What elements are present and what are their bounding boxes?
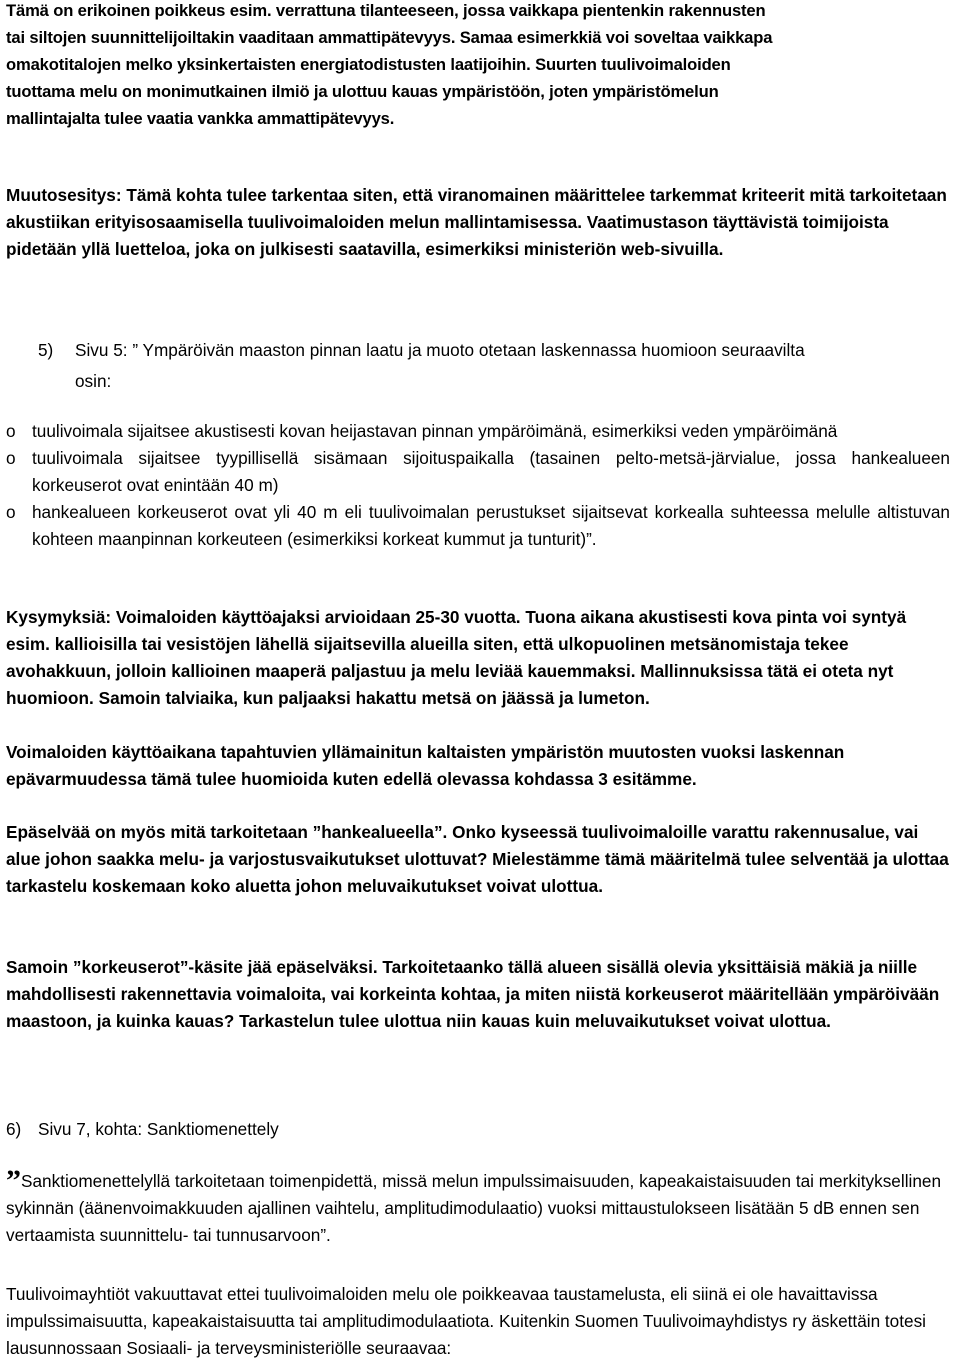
paragraph-wind-industry-claims: Tuulivoimayhtiöt vakuuttavat ettei tuulivoimaloiden melu ole poikkeavaa taustamelusta, eli siinä ei ole havaittavissa impulssimaisuutta, kapeakaistaisuutta tai amplitudimodulaatiota. Kuitenkin Suomen Tuulivoimayhdistys ry äskettäin totesi lausunnossaan Sosiaali- ja terveysministeriölle seuraavaa:	[6, 1284, 926, 1358]
section-number: 6)	[6, 1119, 22, 1139]
list-item	[6, 499, 950, 553]
paragraph-line: omakotitalojen melko yksinkertaisten energiatodistusten laatijoihin. Suurten tuulivoimaloiden	[6, 55, 731, 74]
paragraph-line: tai siltojen suunnittelijoiltakin vaaditaan ammattipätevyys. Samaa esimerkkiä voi soveltaa vaikkapa	[6, 28, 773, 47]
section-number: 5)	[38, 340, 54, 360]
paragraph-change-proposal: Muutosesitys: Tämä kohta tulee tarkentaa siten, että viranomainen määrittelee tarkemmat kriteerit mitä tarkoitetaan akustiikan erityisosaamisella tuulivoimaloiden melun mallintamisessa. Vaatimustason täyttävistä toimijoista pidetään yllä luetteloa, joka on julkisesti saatavilla, esimerkiksi ministeriön web-sivuilla.	[6, 185, 947, 259]
list-item-text: tuulivoimala sijaitsee tyypillisellä sisämaan sijoituspaikalla (tasainen pelto-metsä-järvialue, jossa hankealueen korkeuserot ovat enintään 40 m)	[32, 448, 950, 495]
paragraph-project-area: Epäselvää on myös mitä tarkoitetaan ”hankealueella”. Onko kyseessä tuulivoimaloille varattu rakennusalue, vai alue johon saakka melu- ja varjostusvaikutukset ulottuvat? Mielestämme tämä määritelmä tulee selventää ja ulottaa tarkastelu koskemaan koko aluetta johon meluvaikutukset voivat ulottua.	[6, 822, 949, 896]
bullet-marker: o	[6, 502, 16, 522]
paragraph-sanction-quote	[6, 1164, 954, 1249]
terrain-conditions-list	[6, 418, 950, 553]
list-item-text: hankealueen korkeuserot ovat yli 40 m eli tuulivoimalan perustukset sijaitsevat korkealla suhteessa melulle altistuvan kohteen maanpinnan korkeuteen (esimerkiksi korkeat kummut ja tunturit)”.	[32, 502, 950, 549]
bullet-marker: o	[6, 421, 16, 441]
paragraph-questions: Kysymyksiä: Voimaloiden käyttöajaksi arvioidaan 25-30 vuotta. Tuona aikana akustisesti kova pinta voi syntyä esim. kallioisilla tai vesistöjen lähellä sijaitsevilla alueilla siten, että ulkopuolinen metsänomistaja tekee avohakkuun, jolloin kallioinen maaperä paljastuu ja melu leviää kauemmaksi. Mallinnuksissa tätä ei oteta nyt huomioon. Samoin talviaika, kun paljaaksi hakattu metsä on jäässä ja lumeton.	[6, 607, 907, 708]
list-item	[6, 418, 950, 445]
section-title: Sivu 7, kohta: Sanktiomenettely	[38, 1119, 279, 1139]
paragraph-operating-time: Voimaloiden käyttöaikana tapahtuvien yllämainitun kaltaisten ympäristön muutosten vuoksi laskennan epävarmuudessa tämä tulee huomioida kuten edellä olevassa kohdassa 3 esitämme.	[6, 742, 845, 789]
bullet-marker: o	[6, 448, 16, 468]
paragraph-line: Tämä on erikoinen poikkeus esim. verrattuna tilanteeseen, jossa vaikkapa pientenkin rakennusten	[6, 1, 766, 20]
paragraph-line: mallintajalta tulee vaatia vankka ammattipätevyys.	[6, 109, 395, 128]
quote-text: Sanktiomenettelyllä tarkoitetaan toimenpidettä, missä melun impulssimaisuuden, kapeakaistaisuuden tai merkityksellinen sykinnän (äänenvoimakkuuden ajallinen vaihtelu, amplitudimodulaatio) vuoksi mittaustulokseen lisätään 5 dB ennen sen vertaamista suunnittelu- tai tunnusarvoon”.	[6, 1171, 942, 1245]
section-title: Sivu 5: ” Ympäröivän maaston pinnan laatu ja muoto otetaan laskennassa huomioon seuraavilta	[75, 340, 805, 360]
section-title-continuation: osin:	[75, 371, 112, 391]
paragraph-line: tuottama melu on monimutkainen ilmiö ja ulottuu kauas ympäristöön, joten ympäristömelun	[6, 82, 719, 101]
list-item-text: tuulivoimala sijaitsee akustisesti kovan heijastavan pinnan ympäröimänä, esimerkiksi veden ympäröimänä	[32, 421, 838, 441]
paragraph-height-differences: Samoin ”korkeuserot”-käsite jää epäselväksi. Tarkoitetaanko tällä alueen sisällä olevia yksittäisiä mäkiä ja niille mahdollisesti rakennettavia voimaloita, vai korkeinta kohtaa, ja miten niistä korkeuserot määritellään ympäröivään maastoon, ja kuinka kauas? Tarkastelun tulee ulottua niin kauas kuin meluvaikutukset voivat ulottua.	[6, 957, 940, 1031]
quote-mark: ”	[6, 1164, 21, 1197]
paragraph-expertise-exception	[6, 0, 954, 132]
list-item	[6, 445, 950, 499]
